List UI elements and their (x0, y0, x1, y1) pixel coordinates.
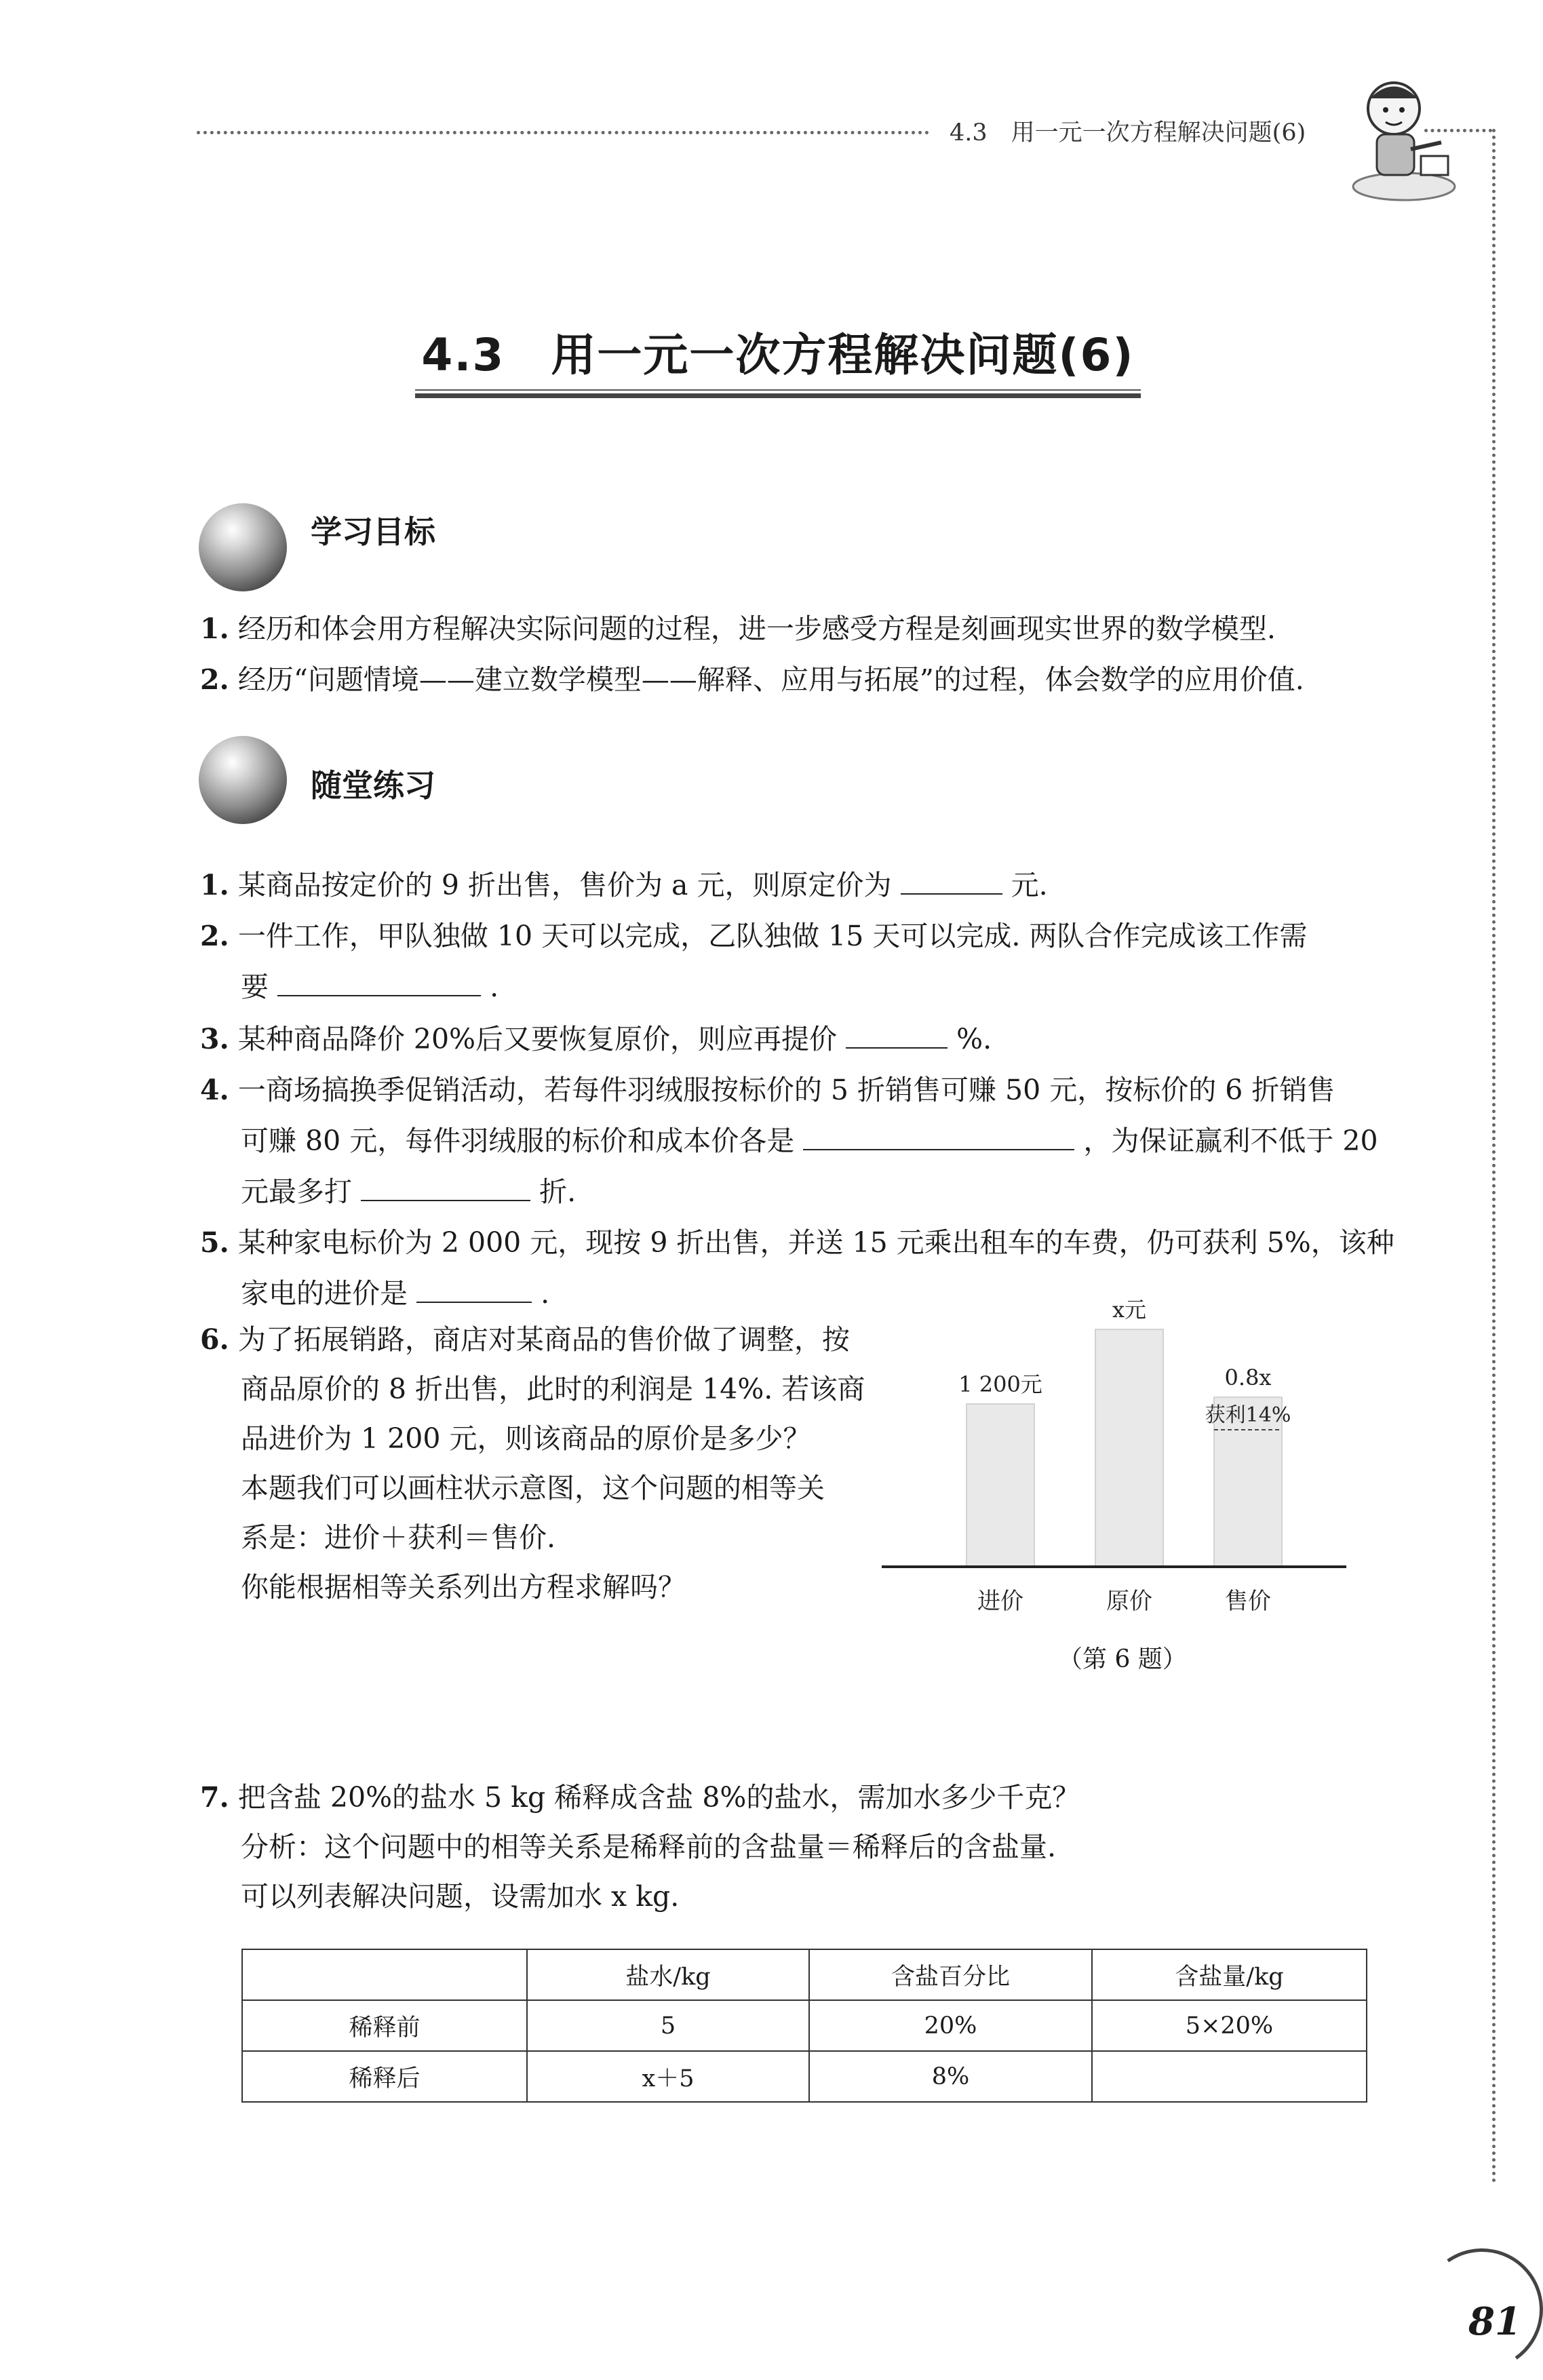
exercise-7-line: 可以列表解决问题，设需加水 x kg. (241, 1880, 680, 1913)
bar-value-label: 0.8x (1224, 1365, 1272, 1390)
exercise-2-cont (241, 967, 499, 1007)
answer-blank[interactable] (361, 1173, 530, 1201)
exercise-text: 某种商品降价 20%后又要恢复原价，则应再提价 (237, 1023, 838, 1055)
goal-item (200, 608, 1276, 649)
exercise-text: %. (956, 1023, 992, 1055)
answer-blank[interactable] (803, 1122, 1074, 1150)
exercise-text: 某商品按定价的 9 折出售，售价为 a 元，则原定价为 (237, 869, 892, 901)
exercise-number: 3. (200, 1023, 229, 1055)
section-title-goals: 学习目标 (311, 513, 435, 550)
table-header-row (242, 1949, 1367, 2000)
table-cell: 稀释前 (242, 2000, 527, 2051)
exercise-number: 2. (200, 920, 229, 952)
table-cell: 8% (809, 2051, 1092, 2102)
category-label: 进价 (977, 1588, 1023, 1615)
right-dotted-rail (1492, 129, 1502, 2184)
goal-text: 经历“问题情境——建立数学模型——解释、应用与拓展”的过程，体会数学的应用价值. (237, 663, 1304, 696)
exercise-text: 元. (1011, 869, 1048, 901)
exercise-number: 1. (200, 869, 229, 901)
goal-text: 经历和体会用方程解决实际问题的过程，进一步感受方程是刻画现实世界的数学模型. (237, 612, 1276, 645)
exercise-number: 5. (200, 1226, 229, 1259)
exercise-6-line: 品进价为 1 200 元，则该商品的原价是多少？ (241, 1422, 811, 1455)
exercise-text: 折. (539, 1175, 577, 1208)
exercise-text: 可赚 80 元，每件羽绒服的标价和成本价各是 (241, 1125, 795, 1157)
goal-number: 1. (200, 612, 229, 645)
exercise-number: 7. (200, 1781, 229, 1814)
category-label: 售价 (1225, 1588, 1271, 1615)
title-rule (415, 393, 1141, 398)
exercise-6-line: 系是：进价＋获利＝售价. (241, 1521, 556, 1554)
dilution-table (241, 1949, 1367, 2103)
table-header-cell: 盐水/kg (527, 1949, 809, 2000)
exercise-text: 一商场搞换季促销活动，若每件羽绒服按标价的 5 折销售可赚 50 元，按标价的 6 折销售 (237, 1074, 1335, 1106)
answer-blank[interactable] (901, 866, 1002, 895)
goal-number: 2. (200, 663, 229, 696)
mascot-icon (1340, 68, 1458, 203)
exercise-number: 4. (200, 1074, 229, 1106)
goal-item (200, 659, 1304, 700)
table-header-cell: 含盐量/kg (1092, 1949, 1367, 2000)
chart-bar (1095, 1329, 1163, 1567)
table-cell: 5 (527, 2000, 809, 2051)
exercise-4-cont (241, 1120, 1378, 1161)
exercise-5 (200, 1222, 1394, 1263)
exercise-text: 把含盐 20%的盐水 5 kg 稀释成含盐 8%的盐水，需加水多少千克？ (237, 1781, 1080, 1814)
figure-caption: （第 6 题） (1058, 1645, 1187, 1673)
exercise-number: 6. (200, 1323, 229, 1356)
section-globe-icon (199, 503, 287, 591)
table-cell: 20% (809, 2000, 1092, 2051)
exercise-text: . (490, 971, 499, 1003)
page-number: 81 (1468, 2299, 1521, 2344)
exercise-3 (200, 1019, 992, 1059)
answer-blank[interactable] (846, 1020, 948, 1049)
exercise-text: ，为保证赢利不低于 20 (1083, 1125, 1378, 1157)
bar-value-label: x元 (1112, 1297, 1147, 1323)
table-header-cell: 含盐百分比 (809, 1949, 1092, 2000)
exercise-4 (200, 1070, 1335, 1110)
exercise-text: 要 (241, 971, 269, 1003)
section-title-practice: 随堂练习 (311, 767, 435, 804)
table-cell: x＋5 (527, 2051, 809, 2102)
exercise-text: 某种家电标价为 2 000 元，现按 9 折出售，并送 15 元乘出租车的车费，仍可获利 5%，该种 (237, 1226, 1394, 1259)
exercise-6-line: 本题我们可以画柱状示意图，这个问题的相等关 (241, 1472, 825, 1504)
profit-annotation: 获利14% (1205, 1403, 1291, 1427)
chart-bar (966, 1404, 1034, 1567)
table-cell[interactable] (1092, 2051, 1367, 2102)
table-cell: 稀释后 (242, 2051, 527, 2102)
exercise-text: 一件工作，甲队独做 10 天可以完成，乙队独做 15 天可以完成. 两队合作完成该工作需 (237, 920, 1308, 952)
answer-blank[interactable] (416, 1274, 532, 1303)
answer-blank[interactable] (277, 968, 481, 996)
bar-value-label: 1 200元 (958, 1371, 1042, 1397)
exercise-5-cont (241, 1273, 549, 1314)
table-header-cell (242, 1949, 527, 2000)
table-row (242, 2051, 1367, 2102)
exercise-6 (200, 1319, 850, 1360)
exercise-6-line: 你能根据相等关系列出方程求解吗？ (241, 1571, 686, 1603)
table-cell: 5×20% (1092, 2000, 1367, 2051)
exercise-6-line: 商品原价的 8 折出售，此时的利润是 14%. 若该商 (241, 1373, 865, 1405)
exercise-7-line: 分析：这个问题中的相等关系是稀释前的含盐量＝稀释后的含盐量. (241, 1831, 1057, 1863)
exercise-text: . (541, 1277, 550, 1310)
exercise-1 (200, 865, 1048, 905)
header-dotted-rule (197, 131, 929, 134)
exercise-7 (200, 1777, 1080, 1818)
category-label: 原价 (1106, 1588, 1152, 1615)
exercise-4-cont (241, 1171, 576, 1212)
exercise-text: 元最多打 (241, 1175, 352, 1208)
section-globe-icon (199, 736, 287, 824)
running-header: 4.3 用一元一次方程解决问题(6) (950, 119, 1306, 147)
bar-chart (868, 1282, 1356, 1635)
table-row (242, 2000, 1367, 2051)
exercise-text: 为了拓展销路，商店对某商品的售价做了调整，按 (237, 1323, 850, 1356)
exercise-text: 家电的进价是 (241, 1277, 408, 1310)
page-title: 4.3 用一元一次方程解决问题(6) (421, 329, 1135, 381)
exercise-2 (200, 916, 1307, 956)
